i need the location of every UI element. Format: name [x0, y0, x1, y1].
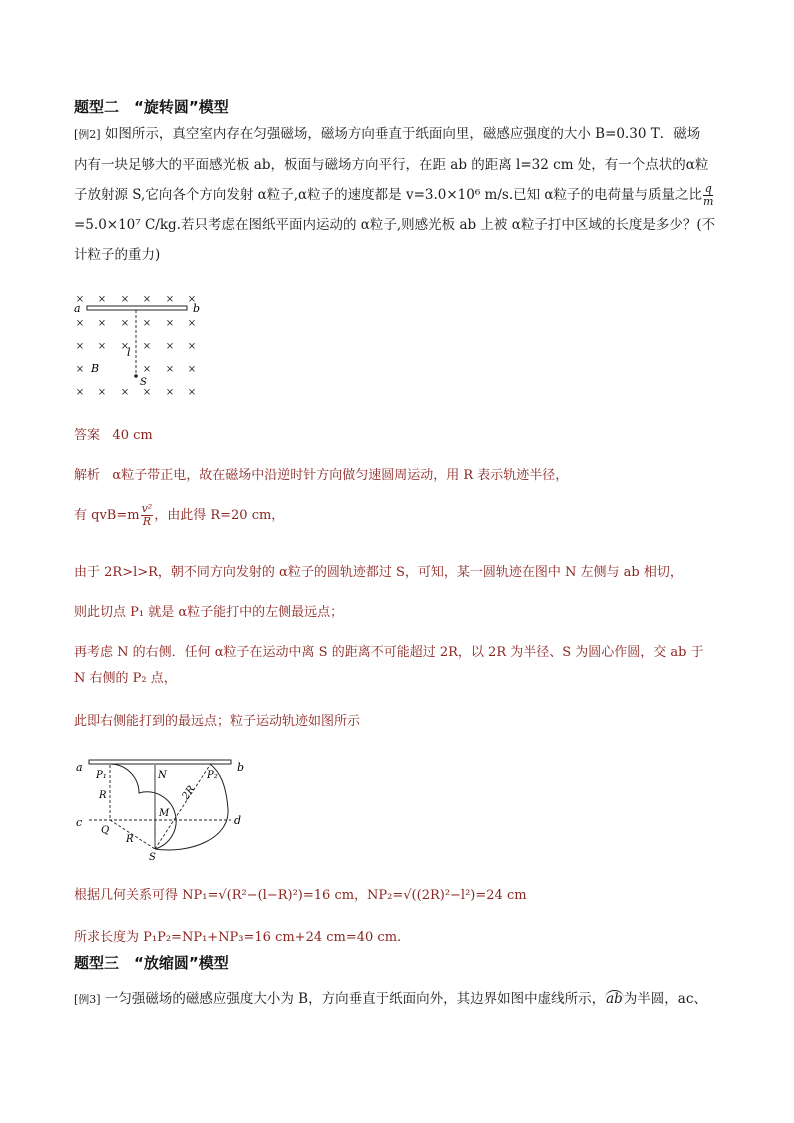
fig2-label-c: c [76, 816, 83, 829]
solution-p2: 有 qvB=m $\frac{\text{v²}}{R}$ ，由此得 R=20 cm， [74, 502, 285, 528]
field-cross: × [75, 387, 85, 398]
field-cross: × [97, 387, 107, 398]
field-cross: × [75, 294, 85, 305]
section-heading-type3: 题型三 “放缩圆”模型 [74, 954, 229, 972]
field-cross: × [165, 341, 175, 352]
field-cross: × [142, 294, 152, 305]
field-cross: × [97, 341, 107, 352]
field-cross: × [75, 318, 85, 329]
field-cross: × [120, 387, 130, 398]
field-cross: × [75, 341, 85, 352]
solution-p7: 此即右侧能打到的最远点；粒子运动轨迹如图所示 [74, 714, 361, 729]
example2-line1: 如图所示，真空室内存在匀强磁场，磁场方向垂直于纸面向里，磁感应强度的大小 B=0.30 T．磁场 [104, 126, 701, 142]
solution-p4: 则此切点 P₁ 就是 α粒子能打中的左侧最远点； [74, 605, 344, 620]
field-cross: × [142, 341, 152, 352]
field-cross: × [97, 294, 107, 305]
v2-over-r-fraction: $\frac{\text{v²}}{R}$ [141, 502, 153, 528]
label-l: l [127, 346, 131, 359]
answer-value: 40 cm [112, 428, 153, 443]
field-cross: × [165, 318, 175, 329]
answer-row [74, 424, 153, 443]
field-cross: × [187, 341, 197, 352]
figure-trajectory [70, 754, 255, 864]
example3-line1-end: 为半圆，ac、 [623, 991, 707, 1007]
plate-ab [89, 760, 231, 764]
label-s: S [140, 377, 147, 388]
fig2-label-p1: P₁ [96, 770, 107, 781]
fig2-label-s: S [149, 852, 156, 863]
label-b: b [193, 302, 201, 315]
solution-label: 解析 [74, 468, 101, 483]
figure-magnetic-field [70, 290, 210, 402]
fig2-label-m: M [159, 808, 170, 819]
field-cross: × [165, 294, 175, 305]
label-b-field: B [91, 362, 100, 375]
fig2-label-r1: R [99, 790, 107, 801]
fig2-label-d: d [234, 814, 242, 827]
label-a: a [74, 302, 81, 315]
q-over-m-fraction: $\frac{q}{m}$ [703, 182, 714, 208]
solution-p8: 根据几何关系可得 NP₁=√(R²−(l−R)²)=16 cm，NP₂=√((2R)²−l²)=24 cm [74, 888, 527, 903]
source-point-s [134, 374, 138, 378]
fig2-label-n: N [158, 770, 167, 781]
field-cross: × [142, 318, 152, 329]
example2-line3: 子放射源 S,它向各个方向发射 α粒子,α粒子的速度都是 v=3.0×10⁶ m/s.已知 α粒子的电荷量与质量之比 [74, 187, 703, 203]
field-cross: × [165, 364, 175, 375]
fig2-label-2r: 2R [180, 784, 198, 802]
field-cross: × [187, 318, 197, 329]
section-heading-type2: 题型二 “旋转圆”模型 [74, 98, 229, 116]
example3-problem [74, 984, 707, 1015]
solution-p9: 所求长度为 P₁P₂=NP₁+NP₃=16 cm+24 cm=40 cm. [74, 930, 402, 945]
example2-line5: 计粒子的重力) [74, 247, 161, 263]
example3-line1: 一匀强磁场的磁感应强度大小为 B，方向垂直于纸面向外，其边界如图中虚线所示， [104, 991, 606, 1007]
plate-ab [87, 306, 187, 310]
field-cross: × [187, 387, 197, 398]
field-cross: × [120, 318, 130, 329]
example2-line2: 内有一块足够大的平面感光板 ab，板面与磁场方向平行，在距 ab 的距离 l=32 cm 处，有一个点状的α粒 [74, 157, 709, 173]
field-cross: × [97, 318, 107, 329]
field-cross: × [120, 341, 130, 352]
solution-p6: N 右侧的 P₂ 点， [74, 671, 177, 686]
field-cross: × [142, 364, 152, 375]
field-cross: × [142, 387, 152, 398]
fig2-label-b: b [237, 761, 245, 774]
fig2-label-p2: P₂ [207, 770, 218, 781]
example2-line4: =5.0×10⁷ C/kg.若只考虑在图纸平面内运动的 α粒子,则感光板 ab 上被 α粒子打中区域的长度是多少？(不 [74, 217, 716, 233]
solution-p5: 再考虑 N 的右侧．任何 α粒子在运动中离 S 的距离不可能超过 2R，以 2R 为半径、S 为圆心作圆，交 ab 于 [74, 645, 704, 660]
example2-problem [74, 119, 754, 270]
answer-label: 答案 [74, 428, 101, 443]
field-cross: × [165, 387, 175, 398]
fig2-label-r2: R [126, 834, 134, 845]
example2-tag: [例2] [74, 128, 101, 141]
solution-p3: 由于 2R>l>R，朝不同方向发射的 α粒子的圆轨迹都过 S，可知，某一圆轨迹在图中 N 左侧与 ab 相切， [74, 565, 683, 580]
field-cross: × [120, 294, 130, 305]
field-cross: × [75, 364, 85, 375]
example3-tag: [例3] [74, 993, 101, 1006]
field-cross: × [187, 294, 197, 305]
fig2-label-a: a [76, 761, 83, 774]
solution-p1: 解析 α粒子带正电，故在磁场中沿逆时针方向做匀速圆周运动，用 R 表示轨迹半径， [74, 468, 569, 483]
arc-ab: ab [606, 991, 623, 1007]
fig2-label-q: Q [101, 825, 110, 836]
field-cross: × [187, 364, 197, 375]
